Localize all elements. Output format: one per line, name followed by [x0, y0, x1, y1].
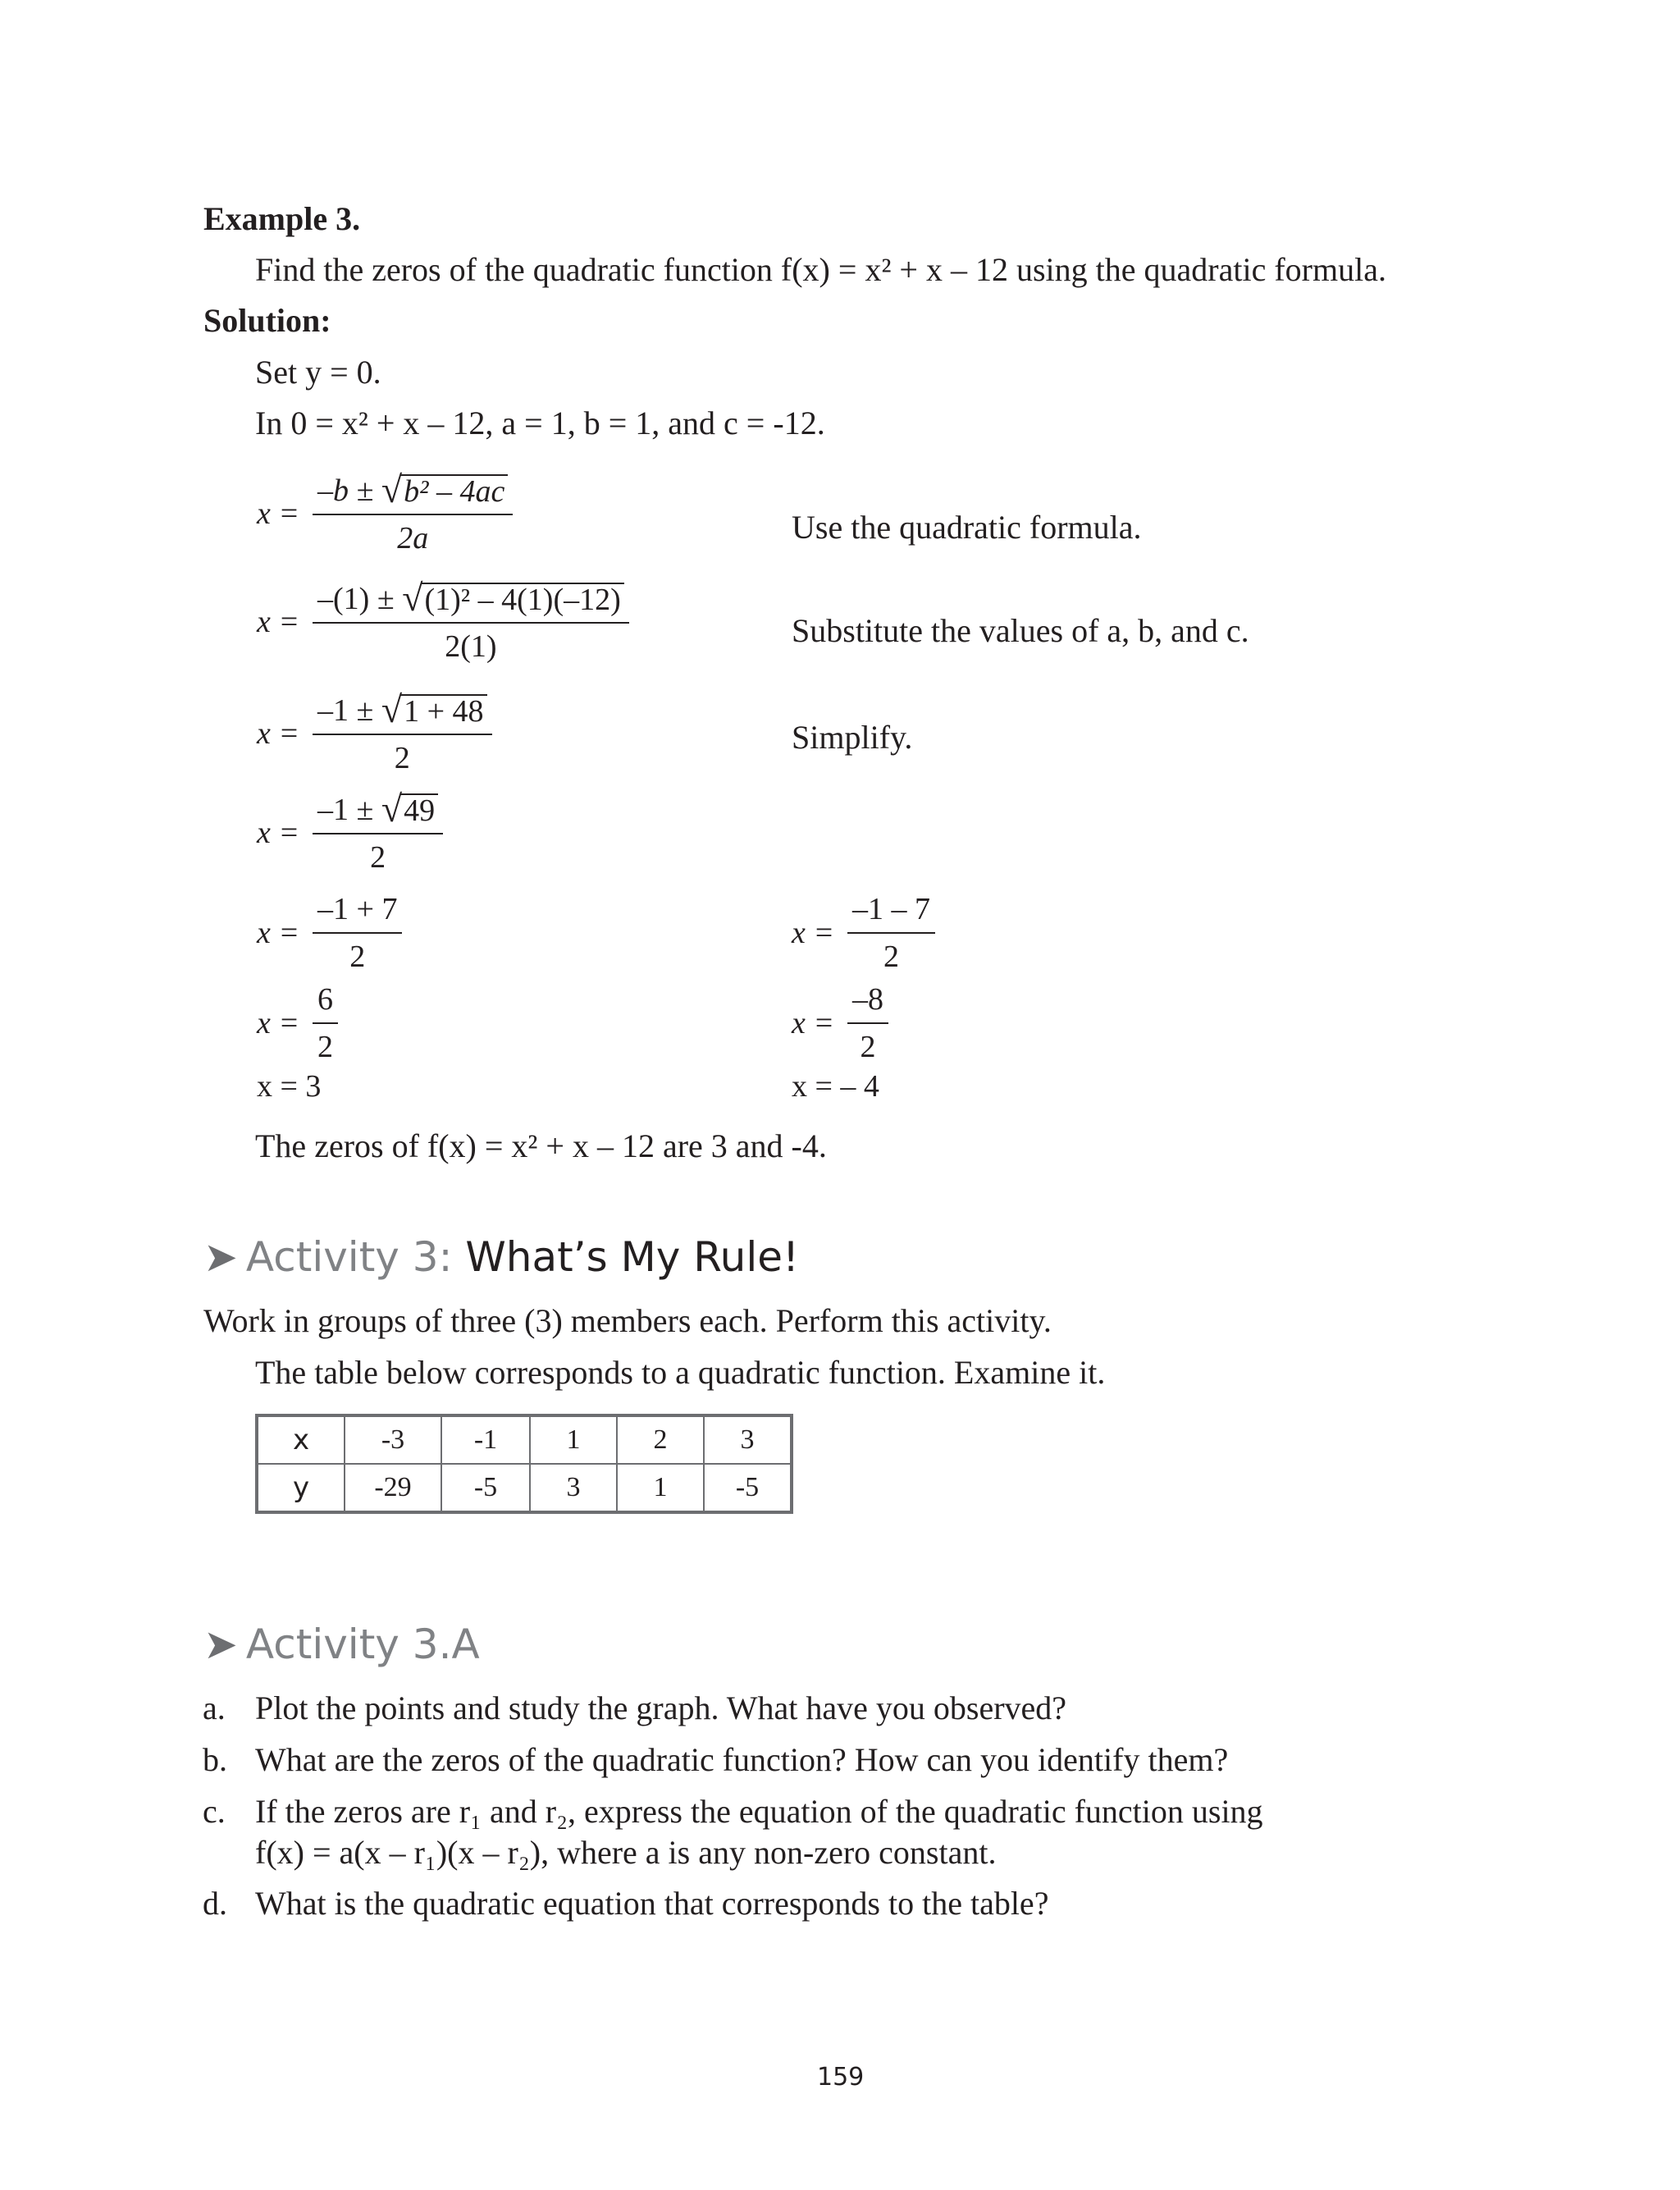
- step5-right-equation: [792, 891, 935, 975]
- numerator-left: –b ±: [317, 473, 374, 508]
- example-title: Example 3.: [203, 200, 361, 237]
- list-item: [203, 1792, 1263, 1831]
- radicand: 49: [400, 793, 438, 828]
- page-number: 159: [817, 2063, 865, 2092]
- x-equals: x =: [792, 916, 835, 950]
- y-header-cell: y: [257, 1464, 345, 1512]
- table-cell: 1: [530, 1415, 617, 1464]
- conclusion-line: The zeros of f(x) = x² + x – 12 are 3 and -4.: [255, 1127, 827, 1164]
- activity3-heading: [203, 1233, 799, 1281]
- table-row: [257, 1464, 792, 1512]
- step3-note: Simplify.: [792, 719, 913, 756]
- denominator: 2: [317, 1030, 334, 1064]
- plus-root-fraction: [313, 891, 402, 975]
- table-cell: -3: [345, 1415, 441, 1464]
- minus-eight-over-two-fraction: [847, 981, 888, 1065]
- numerator: –8: [852, 982, 884, 1017]
- denominator: 2: [370, 840, 386, 875]
- table-cell: 3: [704, 1415, 792, 1464]
- activity3-instruction: Work in groups of three (3) members each. Perform this activity.: [203, 1302, 1052, 1339]
- substitution-fraction: [313, 579, 629, 665]
- list-item: [203, 1689, 1066, 1727]
- solution-title: Solution:: [203, 302, 331, 339]
- question-letter: d.: [203, 1885, 227, 1922]
- xy-table-wrapper: [255, 1414, 793, 1514]
- x-equals: x =: [792, 1006, 835, 1040]
- square-root: [381, 790, 438, 828]
- activity3a-title: Activity 3.A: [245, 1621, 480, 1668]
- numerator-left: –1 ±: [317, 693, 374, 728]
- step2-equation: [257, 579, 629, 665]
- table-cell: -1: [441, 1415, 530, 1464]
- denominator: 2a: [397, 521, 429, 556]
- simplify-fraction: [313, 688, 492, 776]
- x-equals: x =: [257, 496, 300, 531]
- table-cell: 3: [530, 1464, 617, 1512]
- denominator: 2(1): [445, 629, 497, 664]
- question-text: Plot the points and study the graph. What have you observed?: [255, 1689, 1067, 1726]
- set-y-line: Set y = 0.: [255, 354, 381, 391]
- six-over-two-fraction: [313, 981, 338, 1065]
- x-equals: x =: [257, 816, 300, 850]
- radicand: (1)² – 4(1)(–12): [421, 583, 623, 617]
- question-text: If the zeros are r₁ and r₂, express the equation of the quadratic function using: [255, 1793, 1263, 1830]
- xy-table: [255, 1414, 793, 1514]
- step6-left-equation: [257, 981, 338, 1065]
- radicand: b² – 4ac: [400, 474, 508, 509]
- table-cell: -29: [345, 1464, 441, 1512]
- radicand: 1 + 48: [400, 694, 486, 729]
- sqrt49-fraction: [313, 790, 443, 876]
- x-header-cell: x: [257, 1415, 345, 1464]
- root-x-minus-4: x = – 4: [792, 1069, 879, 1104]
- coefficients-line: In 0 = x² + x – 12, a = 1, b = 1, and c = -12.: [255, 405, 825, 441]
- table-intro: The table below corresponds to a quadratic function. Examine it.: [255, 1354, 1106, 1391]
- table-cell: 1: [617, 1464, 704, 1512]
- radical-icon: √: [381, 688, 403, 730]
- denominator: 2: [860, 1030, 876, 1064]
- example-problem: Find the zeros of the quadratic function f(x) = x² + x – 12 using the quadratic formula.: [255, 251, 1386, 288]
- list-item: [203, 1884, 1048, 1923]
- question-text: What is the quadratic equation that corresponds to the table?: [255, 1885, 1049, 1922]
- denominator: 2: [349, 940, 366, 974]
- step1-note: Use the quadratic formula.: [792, 509, 1142, 546]
- step6-right-equation: [792, 981, 888, 1065]
- question-text: f(x) = a(x – r₁)(x – r₂), where a is any non-zero constant.: [255, 1834, 997, 1871]
- table-cell: -5: [441, 1464, 530, 1512]
- radical-icon: √: [381, 469, 403, 510]
- step1-equation: [257, 471, 513, 556]
- root-x-3: x = 3: [257, 1069, 322, 1104]
- table-row: [257, 1415, 792, 1464]
- activity3a-heading: [203, 1621, 480, 1668]
- x-equals: x =: [257, 916, 300, 950]
- step4-equation: [257, 790, 443, 876]
- table-cell: 2: [617, 1415, 704, 1464]
- radical-icon: √: [381, 788, 403, 830]
- numerator-left: –(1) ±: [317, 582, 395, 616]
- numerator: –1 – 7: [852, 892, 931, 926]
- arrow-right-icon: ➤: [203, 1233, 238, 1281]
- denominator: 2: [883, 940, 900, 974]
- question-letter: c.: [203, 1793, 226, 1830]
- numerator-left: –1 ±: [317, 793, 374, 827]
- numerator: 6: [317, 982, 334, 1017]
- square-root: [381, 471, 509, 509]
- denominator: 2: [394, 741, 410, 775]
- x-equals: x =: [257, 1006, 300, 1040]
- activity3-label: Activity 3:: [245, 1233, 453, 1281]
- arrow-right-icon: ➤: [203, 1621, 238, 1668]
- numerator: –1 + 7: [317, 892, 398, 926]
- x-equals: x =: [257, 716, 300, 751]
- activity3-title: What’s My Rule!: [465, 1233, 800, 1281]
- list-item: [203, 1740, 1228, 1779]
- radical-icon: √: [402, 577, 423, 619]
- quadratic-formula-fraction: [313, 471, 513, 556]
- table-cell: -5: [704, 1464, 792, 1512]
- step3-equation: [257, 688, 492, 776]
- square-root: [402, 579, 624, 617]
- question-letter: b.: [203, 1741, 227, 1778]
- minus-root-fraction: [847, 891, 935, 975]
- square-root: [381, 688, 487, 730]
- x-equals: x =: [257, 605, 300, 639]
- question-text: What are the zeros of the quadratic function? How can you identify them?: [255, 1741, 1229, 1778]
- list-item-continuation: [255, 1833, 996, 1872]
- question-letter: a.: [203, 1689, 226, 1726]
- step5-left-equation: [257, 891, 402, 975]
- step2-note: Substitute the values of a, b, and c.: [792, 612, 1249, 649]
